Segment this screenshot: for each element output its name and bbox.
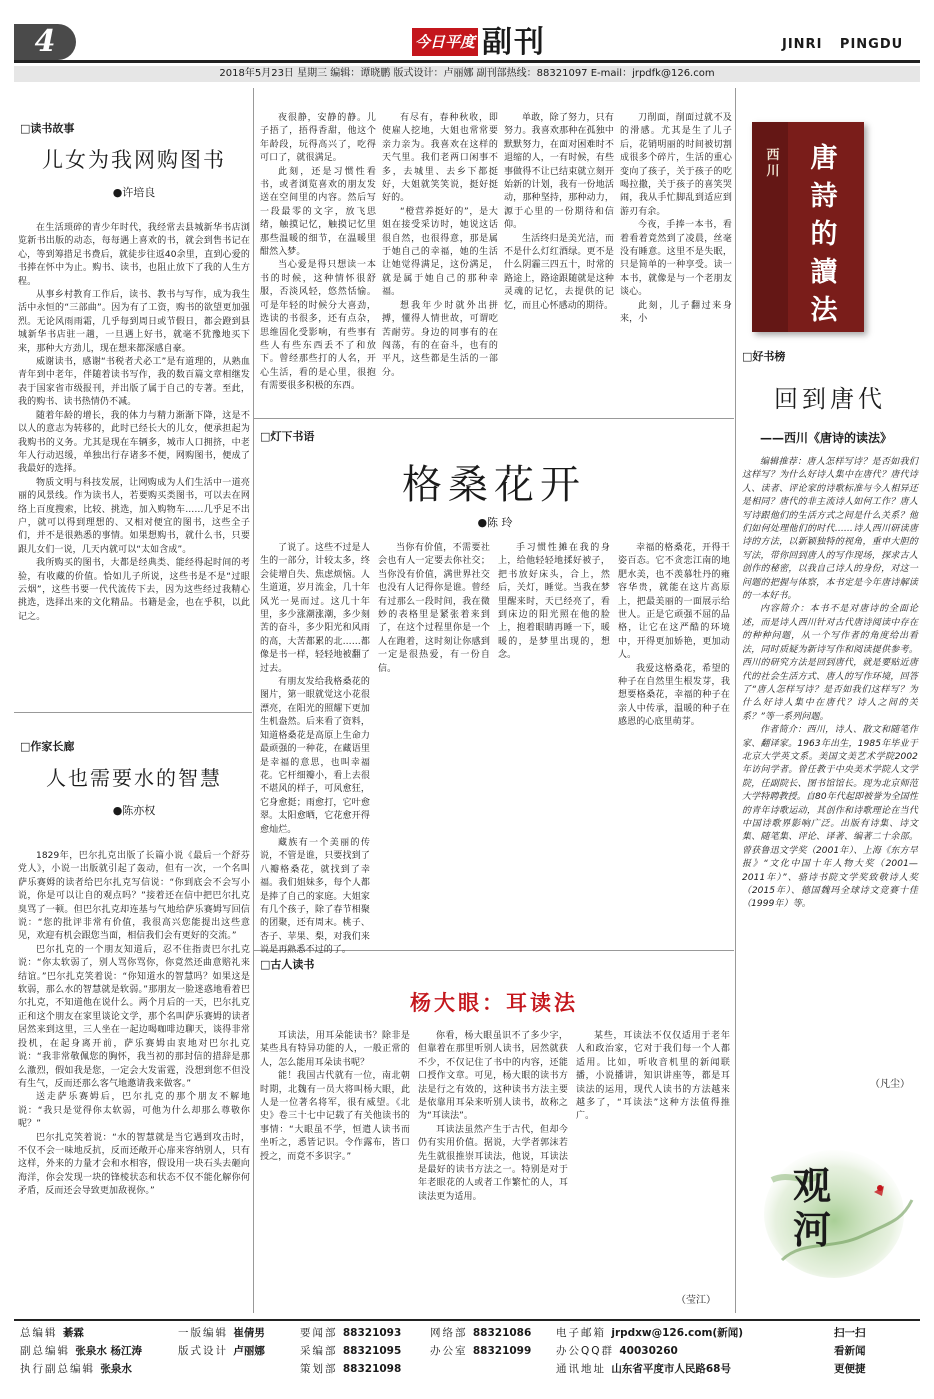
article-title-ear-reading: 杨大眼：耳读法 — [410, 990, 578, 1015]
footer-value: jrpdxw@126.com(新闻) — [611, 1327, 744, 1339]
footer-key: 副总编辑 — [20, 1345, 76, 1357]
section-divider — [14, 712, 252, 713]
paragraph: 威谢读书，感谢“书税者犬必工”是有道理的，从熟血青年到中老年，伴随着读书写作，我的数百篇文章相继发表于国家省市级报刊，并出版了属于自己的专著。至此，我的购书、读书热情仍不减。 — [18, 357, 250, 408]
footer-value: 40030260 — [619, 1345, 678, 1357]
paragraph: 送走萨乐赛姆后，巴尔扎克的那个朋友不解地说：“我只是觉得你太软弱，可他为什么却那么尊敬你呢？” — [18, 1092, 250, 1130]
article-body-ear-reading — [260, 1030, 410, 1312]
footer-key: 要闻部 — [300, 1327, 343, 1339]
paragraph: 1829年，巴尔扎克出版了长篇小说《最后一个舒芬党人》，小说一出版就引起了轰动，但有一次，一个名叫萨乐赛姆的读者给巴尔扎克写信说：“你到底会不会写小说，你是可以让自的观点吗？”接着还在信中把巴尔扎克臭骂了一顿。但巴尔扎克却连基与气地给萨乐赛姆写回信说：“您的批评非常有价值，我很高兴您能提出这些意见，欢迎有机会跟您当面，相信我们会有更好的交流。” — [18, 851, 250, 942]
footer-value: 扫一扫 — [834, 1327, 866, 1339]
paragraph: 巴尔扎克笑着说：“水的智慧就是当它遇到攻击时，不仅不会一味地反抗，反而还敞开心扉来容纳别人，只有这样，外来的力量才会和水相容，假设用一块石头去砸向海洋，你会发现一块的锋棱状态和状态不仅不能化解你何矛盾，反而还会导致更加敌视你。” — [18, 1132, 250, 1197]
footer-cell — [834, 1361, 866, 1377]
article-byline: ●许培良 — [112, 186, 156, 199]
paragraph: 当心爱是得只想读一本书的时候，这种情怀很舒服，否淡风轻，悠然恬愉。可是年轻的时候分大喜劲，选读的书很多，还有点杂，思维固化受影响，有些事有些人有些东西丢不了和放下。曾经那些打的人名，开心生活，看的是心里，很抱有需要很多积极的东西。 — [260, 260, 376, 392]
paragraph: 随着年龄的增长，我的体力与精力渐渐下降，这是不以人的意志为转移的，此时已经长大的儿女，便承担起为我购书的义务。尤其是现在车辆多，城市人口拥挤，中老年人行动迟缓，单独出行存诸多不便，网购图书，便成了我最好的选择。 — [18, 410, 250, 475]
article-body-gesang — [498, 542, 610, 942]
footer-cell — [430, 1325, 531, 1341]
article-body-online-books — [18, 222, 250, 704]
paragraph: 在生活琐碎的青少年时代，我经常去县城新华书店浏览新书出版的动态，每每遇上喜欢的书，就会到售书记在心，等到筹措足书费后，就徒步往返40余里，直到心爱的书捧在怀中为止。购书、读书，也阻止放下了我的人生方程。 — [18, 223, 250, 287]
column-label-writers-gallery: □作家长廊 — [20, 740, 75, 753]
footer-cell — [556, 1325, 743, 1341]
book-cover-author: 西川 — [766, 148, 780, 179]
footer-cell — [834, 1343, 866, 1359]
book-cover-title: 唐詩的讀法 — [810, 143, 838, 326]
footer-key: 网络部 — [430, 1327, 473, 1339]
paragraph: 当你有价值，不需要社会也有人一定要去你社交；当你没有价值，满世界社交也没有人记得你是谁。曾经有过那么一段时间，我在微妙的表格里是紧张着来到了，在这个过程里你是一个人在跑着，这时刻让你感到一定是很热爱，有一份自信。 — [378, 543, 490, 674]
footer-value: 88321086 — [472, 1327, 532, 1339]
footer-cell — [430, 1343, 531, 1359]
footer-cell — [834, 1325, 866, 1341]
article-body-ear-reading — [418, 1030, 568, 1312]
footer-key: 办公QQ群 — [556, 1345, 620, 1357]
footer-value: 崔倩男 — [233, 1327, 265, 1339]
column-label-ancient-reading: □古人读书 — [260, 958, 315, 971]
paragraph: 夜很静，安静的静。儿子捂了，捂得香甜，他这个年龄段，玩得高兴了，吃得可口了，就很满足。 — [260, 113, 376, 164]
paragraph: 能！我国古代就有一位，南北朝时期，北魏有一员大将叫杨大眼，此人是一位著名将军，很有威望。《北史》卷三十七中记载了有关他读书的事情：“大眼虽不学，恒遣人读书而坐听之，悉皆记识。令作露布，皆口授之，而竟不多识字。” — [260, 1071, 410, 1162]
paragraph: 有尽有，春种秋收，即使雇人挖地，大姐也常常要亲力亲为。我喜欢在这样的天气里。我们老两口闲事不多，去城里、去乡下都挺好，大姐就笑笑说，挺好挺好的。 — [382, 113, 498, 204]
paragraph: 有朋友发给我格桑花的图片，第一眼就觉这小花很漂亮，在阳光的照耀下更加生机盎然。后来看了资料，知道格桑花是高原上生命力最顽强的一种花，在藏语里是幸福的意思，也叫幸福花。它杆细瓣小，看上去很不堪风的样子，可风愈狂，它身愈挺；雨愈打，它叶愈翠。太阳愈晒，它花愈开得愈灿烂。 — [260, 677, 370, 835]
article-body-gesang — [378, 542, 490, 942]
article-byline: ●陈 玲 — [477, 516, 513, 529]
paragraph: 内容简介：本书不是对唐诗的全面论述，而是诗人西川针对古代唐诗阅读中存在的种种问题，从一个写作者的角度给出看法，同时质疑为新诗写作和阅读提供参考。西川的研究方法是回到唐代，就是要贴近唐代的社会生活方式、唐人的写作环境，回答了“唐人怎样写诗？是否如我们这样写？为什么好诗人集中在唐代？诗人之间的关系？”等一系列问题。 — [742, 604, 918, 722]
footer-cell — [20, 1325, 84, 1341]
paragraph: 幸福的格桑花，开得干姿百态。它不贪恋江南的地肥水美，也不羡慕牡丹的雍容华贵，就能在这片高原上，把最美丽的一面展示给世人。正是它顽强不屈的品格，让它在这严酷的环境中，开得更加娇艳，更加动人。 — [618, 543, 730, 661]
section-title: 副刊 — [482, 25, 546, 60]
book-cover-image — [752, 122, 864, 332]
article-body-ear-reading — [576, 1030, 730, 1292]
decorative-guanhe-text: 观河 — [792, 1163, 831, 1252]
footer-key: 版式设计 — [178, 1345, 234, 1357]
footer-cell — [20, 1361, 132, 1377]
paragraph: 我所购买的图书，大都是经典类、能经得起时间的考验，有收藏的价值。恰如儿子所说，这些书是不是“过眼云烟”，这些书要一代代流传下去，因为这些经过我精心挑选，选择出来的文化精品。书籍是金，也在乎积，以此记之。 — [18, 558, 250, 622]
article-body-continued — [620, 112, 732, 412]
footer-cell — [300, 1325, 401, 1341]
paragraph: 从事乡村教育工作后，读书、教书与写作，成为我生活中永恒的“三部曲”。因为有了工资，购书的欲望更加强烈。无论风雨雨霜，几乎每到周日或节假日，都会蹬到县城新华书店驻一趟，一旦遇上好书，就毫不犹豫地买下来，那种大方劲儿，现在想来都深感自豪。 — [18, 290, 250, 354]
paragraph: 今夜，手捧一本书，看着看着竟然到了凌晨，丝毫没有睡意。这里不是失眠，只是简单的一种享受。读一本书，就像是与一个老朋友谈心。 — [620, 220, 732, 298]
paragraph: 此刻，还是习惯性看书，或者浏览喜欢的朋友发送在空间里的内容。然后写一段最零的文字，放飞思绪，触摸记忆，触摸记忆里那些温暖的细节，在温暖里酣然入梦。 — [260, 166, 376, 258]
issue-info-bar: 2018年5月23日 星期三 编辑：谭晓鹏 版式设计：卢丽娜 副刊部热线：88321097 E-mail：jrpdfk@126.com — [14, 66, 920, 82]
article-body-gesang — [260, 542, 370, 956]
footer-value: 看新闻 — [834, 1345, 866, 1357]
footer-value: 88321093 — [342, 1327, 402, 1339]
paragraph: 巴尔扎克的一个朋友知道后，忍不住指责巴尔扎克说：“你太软弱了，别人骂你骂你，你竟然还曲意赔礼来结谊。”巴尔扎克笑着说：“你知道水的智慧吗？如果这是软弱，那么水的智慧就是软弱。”那朋友一脸迷惑地看着巴尔扎克，不知道他在说什么。两个月后的一天，巴尔扎克正和这个朋友在家里谈论文学，那个名叫萨乐赛姆的读者居然来到这里，三人坐在一起边喝咖啡边聊天，谈得非常投机，在起身离开前，萨乐赛姆由衷地对巴尔扎克说：“我非常敬佩您的胸怀，我当初的那封信的措辞是那么激烈，假如我是您，一定会大发雷霆，没想到您不但没有生气，反而还那么客气地邀请我来做客。” — [18, 944, 250, 1089]
paragraph: 想我年少时就外出拼搏，懂得人情世故，可谓吃苦耐劳。身边的同事有的在闯荡，有的在奋斗，也有的平凡，这些都是生活的一部分。 — [382, 300, 498, 378]
article-subtitle: ——西川《唐诗的读法》 — [760, 431, 893, 445]
paragraph: 了说了。这些不过是人生的一部分，计较太多，终会徒增自失、焦虑烦恼。人生道道，岁月流金，几十年风光一晃而过。这几十年里，多少涨潮涨潮，多少刻苦的奋斗，多少阳光和风雨的高，大苦都累的北……都像是书一样，轻轻地被翻了过去。 — [260, 543, 370, 674]
footer-value: 张泉水 杨江涛 — [75, 1345, 142, 1357]
footer-value: 88321095 — [342, 1345, 402, 1357]
footer-key: 执行副总编辑 — [20, 1363, 101, 1375]
article-body-water-wisdom — [18, 850, 250, 1313]
article-byline: ●陈亦权 — [112, 804, 156, 817]
article-body-continued — [382, 112, 498, 412]
footer-value: 山东省平度市人民路68号 — [611, 1363, 731, 1375]
article-body-back-to-tang — [742, 456, 918, 1076]
footer-value: 张泉水 — [100, 1363, 132, 1375]
column-label-good-books: □好书榜 — [742, 350, 786, 363]
paragraph: 物质文明与科技发展，让网购成为人们生活中一道亮丽的风景线。作为读书人，若要购买类图书，可以去在网络上百度搜索，比较、挑选，加入购物车……几乎足不出户，就可以得到理想的、又相对便宜的图书，这些全子们，并不是很熟悉的事情。如果想购书，就什么书，只要跟儿女们一说，几天内就可以“太如含成”。 — [18, 477, 250, 555]
footer-cell — [178, 1343, 265, 1359]
section-divider — [254, 418, 734, 419]
paragraph: 我爱这格桑花，希望的种子在自然里生根发芽，我想要格桑花，幸福的种子在亲人中传承，温暖的种子在感恩的心底里萌芽。 — [618, 663, 730, 728]
footer-value: 88321099 — [472, 1345, 532, 1357]
paragraph: 单敢，除了努力，只有努力。我喜欢那种在孤独中默默努力，在面对困难时不退缩的人，一有时候，有些事做得不让已结束就立刻开始新的计划，我有一份地活动，那种坚持，那种动力，源于心里的一份期待和信仰。 — [504, 113, 614, 231]
paragraph: 手习惯性摊在我的身上，给他轻轻地揉好被子，把书放好床头，合上，然后，关灯，睡觉。当我在梦里醒来时，天已经亮了，看到床边的阳光照在他的脸上，抱着眼睛再睡一下，暖暖的，是梦里出现的，想念。 — [498, 543, 610, 661]
decorative-guanhe-graphic — [762, 1140, 918, 1290]
footer-cell — [300, 1361, 401, 1377]
article-sign: （凡尘） — [870, 1079, 910, 1090]
column-label-lamp-reading: □灯下书语 — [260, 430, 315, 443]
footer-cell — [556, 1361, 731, 1377]
article-body-continued — [504, 112, 614, 412]
footer-value: 卢丽娜 — [233, 1345, 265, 1357]
paragraph: 此刻，儿子翻过来身来，小 — [620, 300, 732, 325]
article-body-gesang — [618, 542, 730, 942]
paragraph: 刀削面，削面过就不及的滑感。尤其是生了儿子后，花销明丽的时间被切割成很多个碎片，生活的重心变向了孩子，关于孩子的吃喝拉撒，关于孩子的喜笑哭闹，我从手忙脚乱到适应到游刃有余。 — [620, 113, 732, 217]
footer-value: 88321098 — [342, 1363, 402, 1375]
ink-wash-icon — [762, 1140, 918, 1290]
footer-key: 采编部 — [300, 1345, 343, 1357]
article-title-back-to-tang: 回到唐代 — [774, 385, 886, 413]
paragraph: 生活终归是美光洁，而不是什么灯红酒绿。更不是什么阴霾三四五十，时常的路途上，路途跟随就是这种灵魂的记忆，去提供的记忆，而且心怀感动的期待。 — [504, 233, 614, 311]
article-sign: （莹江） — [676, 1295, 716, 1306]
paragraph: 藏族有一个美丽的传说，不管是谁，只要找到了八瓣格桑花，就找到了幸福。我们姐妹多，每个人都是捧了自己的家庭。大姐家有几个孩子，除了春节相聚的团聚，还有周末。桃子、杏子、苹果、梨，对我们来说是再熟悉不过的了。 — [260, 837, 370, 956]
footer-rule — [14, 1319, 920, 1321]
article-title-water-wisdom: 人也需要水的智慧 — [46, 766, 222, 790]
page-number: 4 — [14, 24, 76, 60]
article-body-night-reading — [260, 112, 376, 412]
footer-cell — [178, 1325, 265, 1341]
paragraph: 编辑推荐：唐人怎样写诗？是否如我们这样写？为什么好诗人集中在唐代？唐代诗人、读者、评论家的诗歌标准与今人相异还是相同？唐代的非主流诗人如何工作？唐人写诗跟他们的生活方式之间是什么关系？他们如何处理他们的时代……诗人西川研读唐诗的方法，以新颖独特的视角，重申大胆的写法，带你回到唐人的写作现场，探求古人创作的秘密，以我自己诗人的身份，对这一问题的把握与体察，本书定是今年唐诗解读的一本好书。 — [742, 457, 918, 602]
newspaper-logo: 今日平度 — [412, 28, 478, 56]
column-divider — [735, 88, 736, 1313]
english-masthead: JINRI PINGDU — [782, 37, 904, 52]
article-title-gesang-flowers: 格桑花开 — [402, 462, 586, 508]
article-title-online-books: 儿女为我网购图书 — [42, 148, 226, 172]
footer-value: 綦霖 — [62, 1327, 84, 1339]
footer-key: 办公室 — [430, 1345, 473, 1357]
footer-key: 电子邮箱 — [556, 1327, 612, 1339]
column-label-reading-story: □读书故事 — [20, 122, 75, 135]
masthead-rule — [14, 60, 920, 63]
footer-cell — [556, 1343, 678, 1359]
column-divider — [253, 88, 254, 1313]
footer-cell — [20, 1343, 142, 1359]
paragraph: 耳读法虽然产生于古代，但却今仍有实用价值。据说，大学者郭沫若先生就很推崇耳读法，他说，耳读法是最好的读书方法之一。特别是对于年老眼花的人或者工作繁忙的人，耳读法更为适用。 — [418, 1124, 568, 1202]
footer-value: 更便捷 — [834, 1363, 866, 1375]
footer-key: 总编辑 — [20, 1327, 63, 1339]
paragraph: 某些，耳读法不仅仅适用于老年人和政治家，它对于我们每一个人都适用。比如，听收音机里的新闻联播，小说播讲，知识讲座等，都是耳读法的运用，现代人读书的方法越来越多了，“耳读法”这种方法值得推广。 — [576, 1031, 730, 1122]
footer-key: 一版编辑 — [178, 1327, 234, 1339]
footer-key: 策划部 — [300, 1363, 343, 1375]
paragraph: 耳读法，用耳朵能读书？除非是某些具有特异功能的人，一般正常的人，怎么能用耳朵读书呢？ — [260, 1031, 410, 1068]
footer-key: 通讯地址 — [556, 1363, 612, 1375]
footer-cell — [300, 1343, 401, 1359]
paragraph: “橙营养挺好的”，是大姐在接受采访时，她说这话很自然，也很得意，那是属于她自己的幸福，她的生活让她觉得满足，这份满足，就是属于她自己的那种幸福。 — [382, 206, 498, 298]
paragraph: 作者简介：西川，诗人、散文和随笔作家、翻译家。1963年出生，1985年毕业于北京大学英文系。美国文美艺术学院2002年访问学者。曾任教于中央美术学院人文学院，任副院长、图书馆馆长。现为北京师范大学特聘教授。自80年代起即被誉为全国性的青年诗歌运动，其创作和诗歌理论在当代中国诗歌界影响广泛。出版有诗集、诗文集、随笔集、评论、译著、编著二十余部。曾获鲁迅文学奖（2001年）、上海《东方早报》“文化中国十年人物大奖（2001—2011年）”、骆诗书院文学奖致敬诗人奖（2015年）、德国魏玛全球诗文竞赛十佳（1999年）等。 — [742, 725, 918, 910]
paragraph: 你看，杨大眼虽识不了多少字，但靠着在那里听别人读书，居然就获不少，不仅记住了书中的内容，还能口授作文章。可见，杨大眼的读书方法是行之有效的，这种读书方法主要是依靠用耳朵来听别人读书，故称之为“耳读法”。 — [418, 1031, 568, 1122]
